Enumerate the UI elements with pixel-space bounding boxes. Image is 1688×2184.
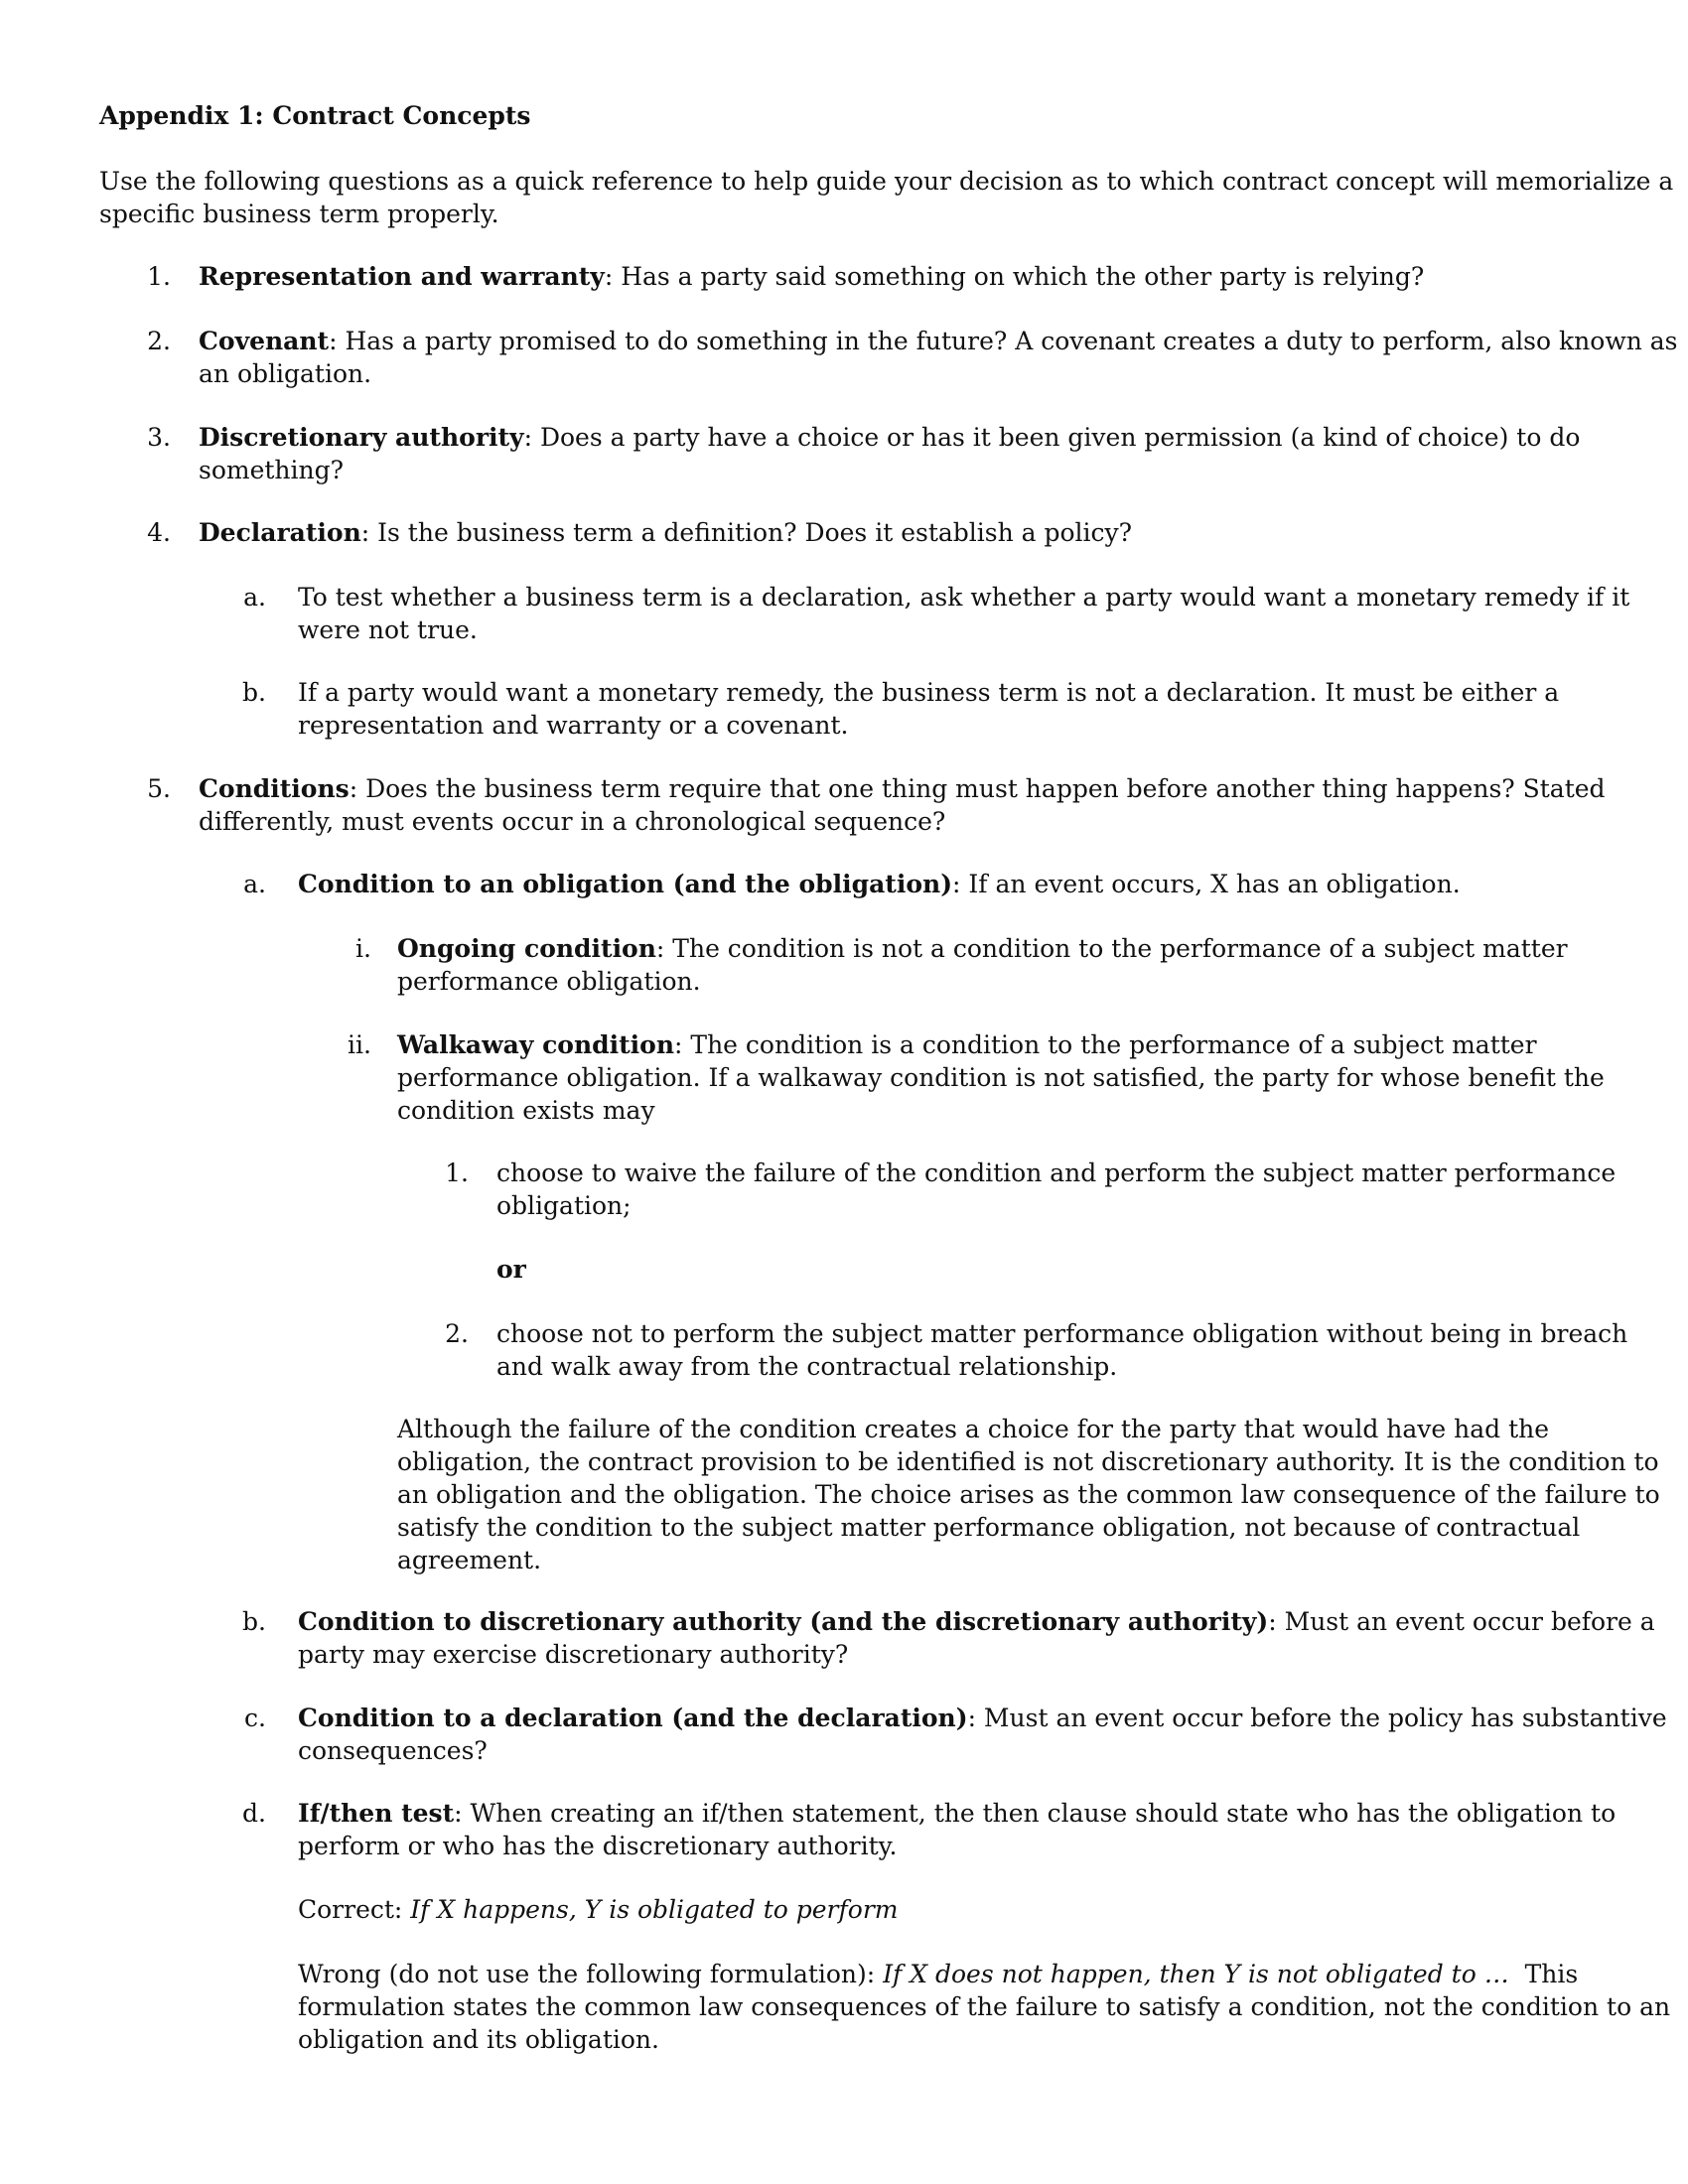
- item-5b-text: Condition to discretionary authority (and the discretionary authority): Must an event occur before a party may exercise discretionary authority?: [298, 1607, 1655, 1669]
- item-5a-i-numeral: i.: [355, 934, 371, 963]
- item-5a-i-text: Ongoing condition: The condition is not a condition to the performance of a subject matter performance obligation.: [397, 934, 1568, 996]
- item-5a-letter: a.: [243, 870, 266, 898]
- item-5c-letter: c.: [244, 1704, 266, 1732]
- wrong-example: Wrong (do not use the following formulation): If X does not happen, then Y is not obligated to … This formulation states the common law consequences of the failure to satisfy a condition, not the condition to an obligation and its obligation.: [298, 1960, 1671, 2054]
- option-2-text: choose not to perform the subject matter performance obligation without being in breach and walk away from the contractual relationship.: [496, 1319, 1628, 1381]
- intro-paragraph: Use the following questions as a quick reference to help guide your decision as to which contract concept will memorialize a specific business term properly.: [99, 167, 1674, 228]
- item-4b-letter: b.: [242, 678, 266, 707]
- item-5a-ii-text: Walkaway condition: The condition is a condition to the performance of a subject matter performance obligation. If a walkaway condition is not satisfied, the party for whose benefit the condition exists may: [397, 1030, 1605, 1125]
- option-1-text: choose to waive the failure of the condition and perform the subject matter performance obligation;: [496, 1159, 1617, 1220]
- item-1-text: Representation and warranty: Has a party said something on which the other party is relying?: [199, 262, 1425, 291]
- item-2-text: Covenant: Has a party promised to do something in the future? A covenant creates a duty to perform, also known as an obligation.: [199, 327, 1678, 388]
- option-1-number: 1.: [445, 1159, 469, 1187]
- item-5-number: 5.: [147, 774, 171, 803]
- item-5a-text: Condition to an obligation (and the obligation): If an event occurs, X has an obligation.: [298, 870, 1461, 898]
- walkaway-note-paragraph: Although the failure of the condition creates a choice for the party that would have had the obligation, the contract provision to be identified is not discretionary authority. It is the condition to an obligation and the obligation. The choice arises as the common law consequence of the failure to satisfy the condition to the subject matter performance obligation, not because of contractual agreement.: [397, 1415, 1660, 1574]
- option-2-number: 2.: [445, 1319, 469, 1348]
- item-3-text: Discretionary authority: Does a party have a choice or has it been given permission (a kind of choice) to do something?: [199, 423, 1581, 484]
- item-5d-letter: d.: [242, 1799, 266, 1828]
- item-4b-text: If a party would want a monetary remedy, the business term is not a declaration. It must be either a representation and warranty or a covenant.: [298, 678, 1560, 740]
- item-5a-ii-numeral: ii.: [348, 1030, 371, 1059]
- item-1-number: 1.: [147, 262, 171, 291]
- item-5c-text: Condition to a declaration (and the declaration): Must an event occur before the policy has substantive consequences?: [298, 1704, 1667, 1765]
- item-4a-letter: a.: [243, 583, 266, 612]
- item-4-text: Declaration: Is the business term a definition? Does it establish a policy?: [199, 518, 1133, 547]
- page-title: Appendix 1: Contract Concepts: [99, 101, 531, 130]
- correct-example: Correct: If X happens, Y is obligated to perform: [298, 1895, 899, 1924]
- or-connector: or: [496, 1255, 526, 1284]
- item-5d-text: If/then test: When creating an if/then statement, the then clause should state who has the obligation to perform or who has the discretionary authority.: [298, 1799, 1617, 1860]
- item-5-text: Conditions: Does the business term require that one thing must happen before another thing happens? Stated differently, must events occur in a chronological sequence?: [199, 774, 1606, 836]
- item-5b-letter: b.: [242, 1607, 266, 1636]
- item-4-number: 4.: [147, 518, 171, 547]
- item-2-number: 2.: [147, 327, 171, 355]
- item-4a-text: To test whether a business term is a declaration, ask whether a party would want a monetary remedy if it were not true.: [298, 583, 1630, 644]
- item-3-number: 3.: [147, 423, 171, 452]
